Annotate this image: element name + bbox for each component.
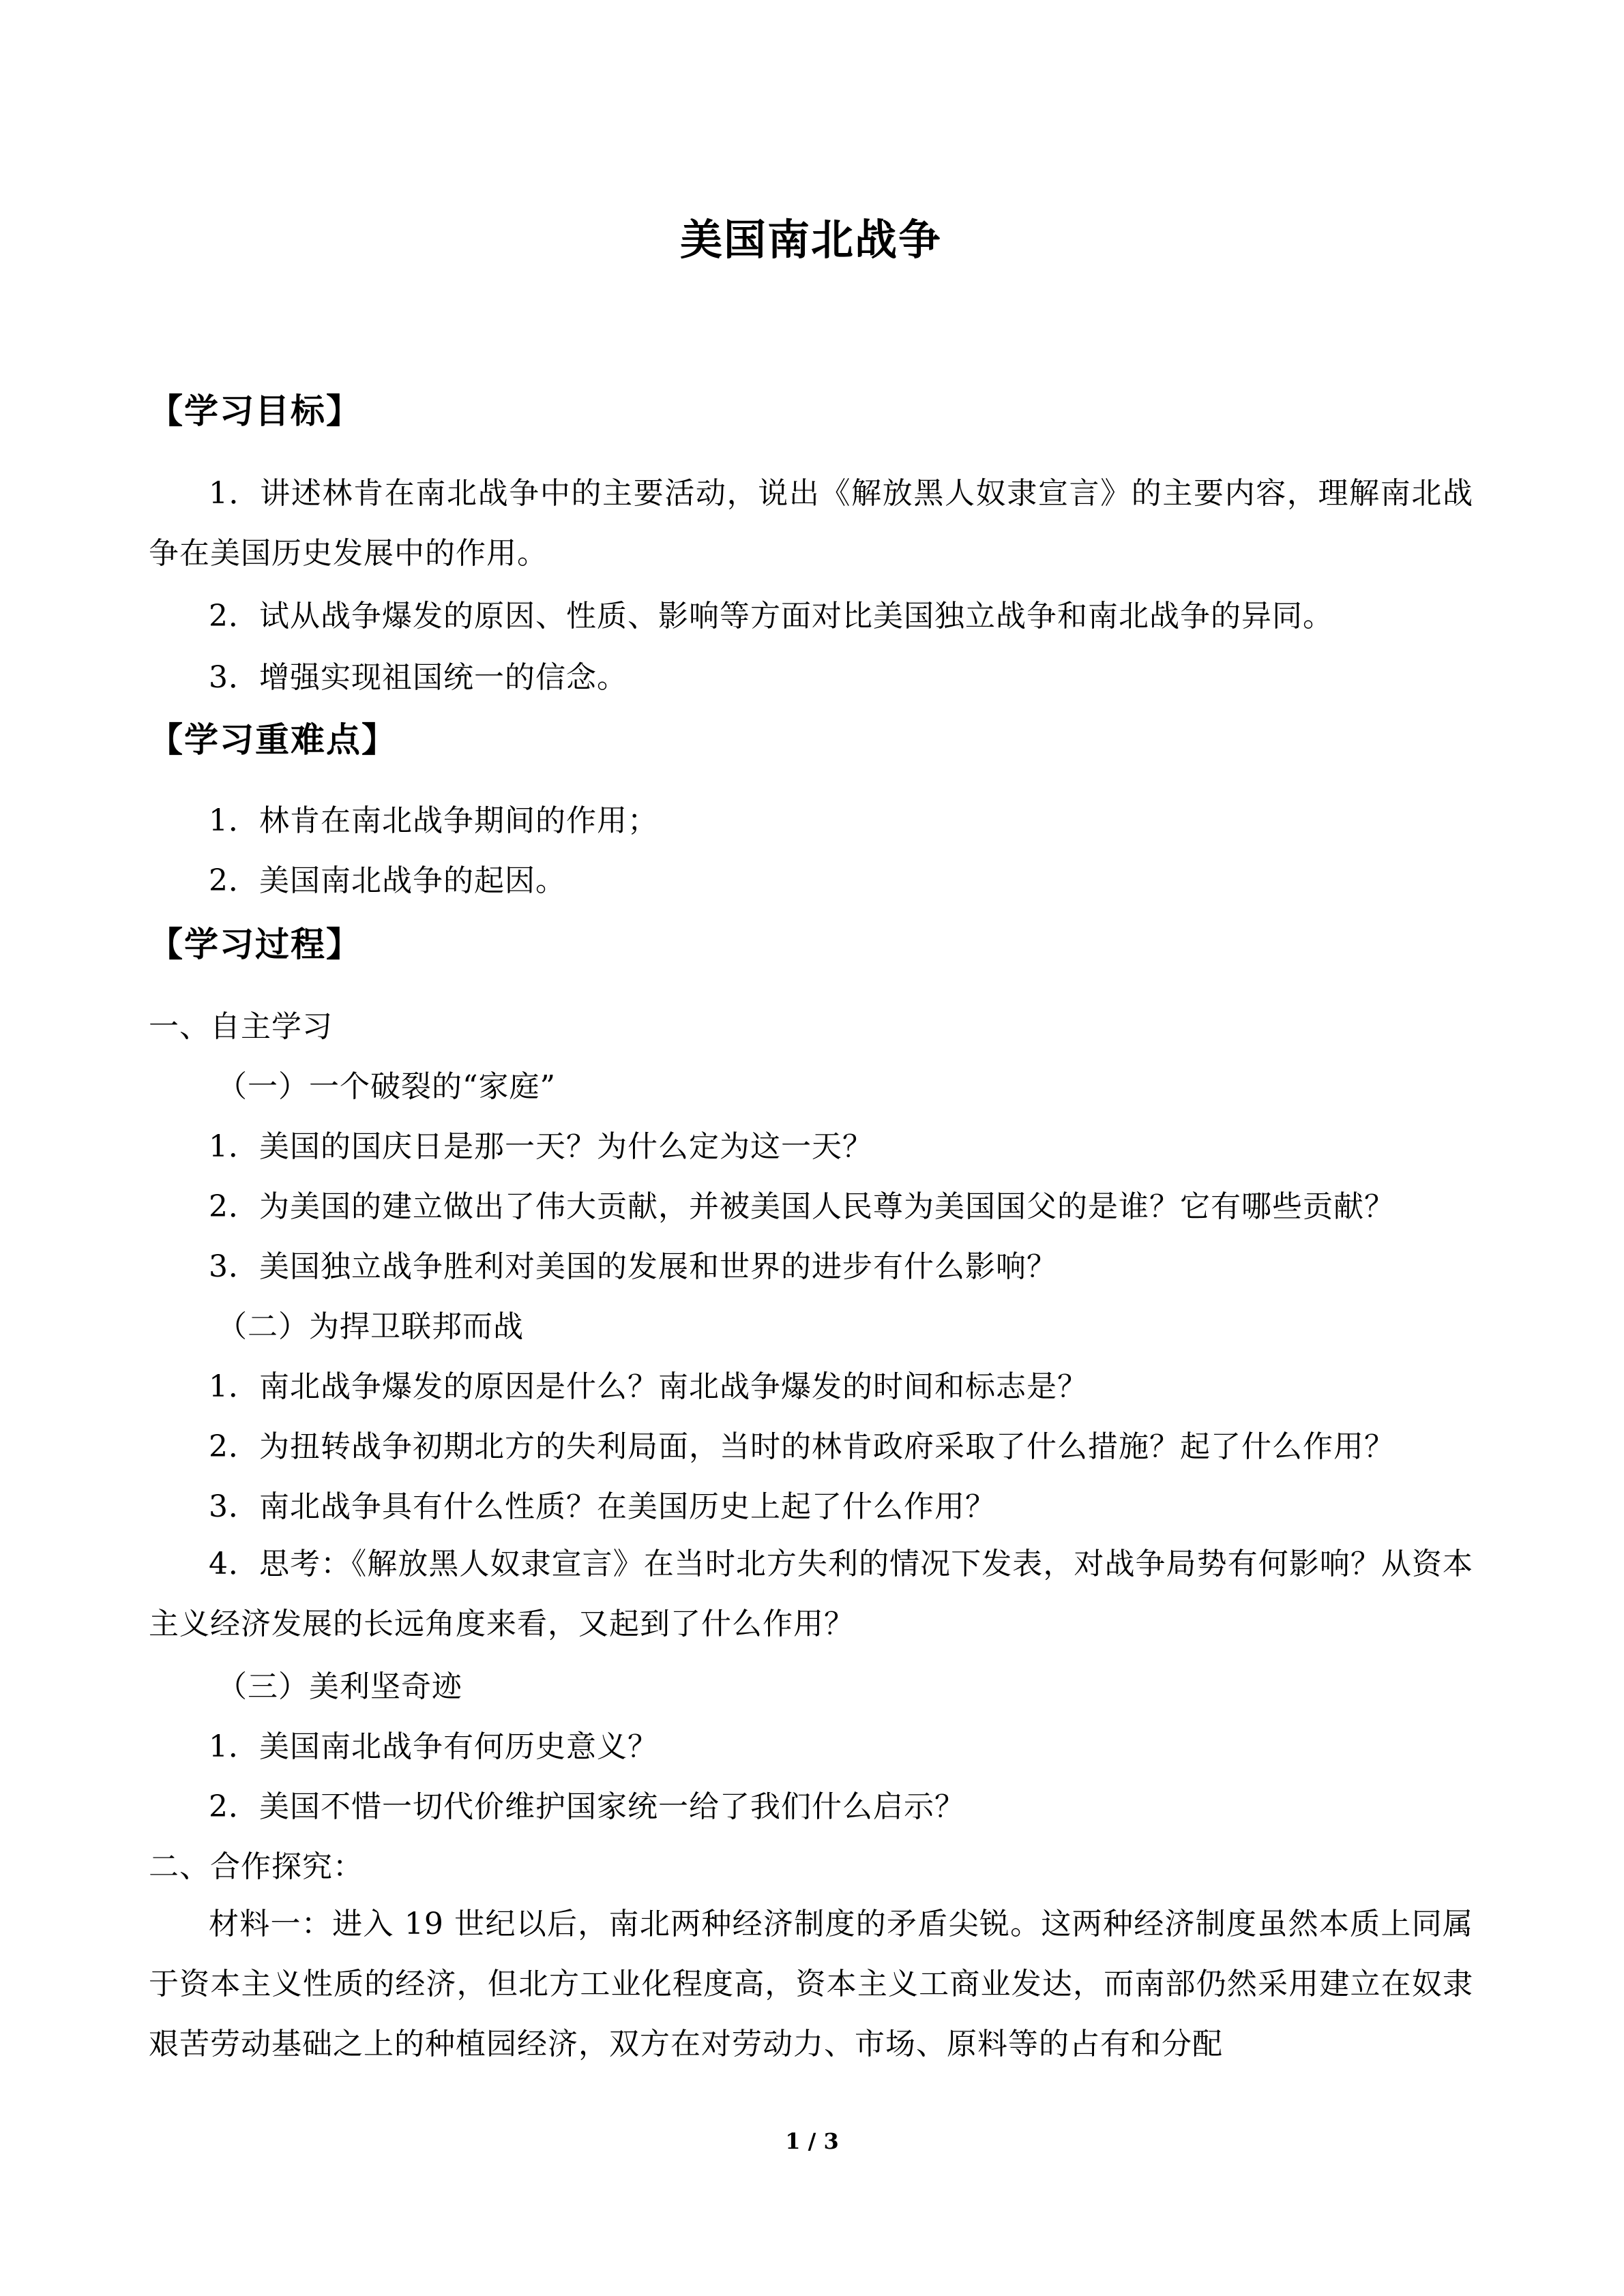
sub3-label: （三）美利坚奇迹 bbox=[217, 1669, 462, 1704]
sub2-item-4: 4．思考：《解放黑人奴隶宣言》在当时北方失利的情况下发表，对战争局势有何影响？从资本主义经济发展的长远角度来看，又起到了什么作用？ bbox=[149, 1547, 1473, 1641]
page-number: 1 / 3 bbox=[785, 2128, 839, 2154]
objective-item-2: 2．试从战争爆发的原因、性质、影响等方面对比美国独立战争和南北战争的异同。 bbox=[209, 599, 1333, 633]
sub1-item-3: 3．美国独立战争胜利对美国的发展和世界的进步有什么影响？ bbox=[209, 1249, 1057, 1284]
sub1-item-2: 2．为美国的建立做出了伟大贡献，并被美国人民尊为美国国父的是谁？它有哪些贡献？ bbox=[209, 1189, 1395, 1224]
process-heading: 【学习过程】 bbox=[149, 925, 361, 964]
document-title: 美国南北战争 bbox=[679, 215, 942, 265]
sub1-item-1: 1．美国的国庆日是那一天？为什么定为这一天？ bbox=[209, 1129, 873, 1164]
objective-item-3: 3．增强实现祖国统一的信念。 bbox=[209, 660, 628, 695]
part1-label: 一、自主学习 bbox=[149, 1009, 333, 1044]
key-points-heading: 【学习重难点】 bbox=[149, 720, 397, 760]
sub2-label: （二）为捍卫联邦而战 bbox=[217, 1309, 524, 1344]
part2-label: 二、合作探究： bbox=[149, 1849, 364, 1884]
material-1: 材料一：进入 19 世纪以后，南北两种经济制度的矛盾尖锐。这两种经济制度虽然本质上同属于资本主义性质的经济，但北方工业化程度高，资本主义工商业发达，而南部仍然采用建立在奴隶艰苦劳动基础之上的种植园经济，双方在对劳动力、市场、原料等的占有和分配 bbox=[149, 1907, 1473, 2061]
sub2-item-1: 1．南北战争爆发的原因是什么？南北战争爆发的时间和标志是？ bbox=[209, 1369, 1088, 1404]
objectives-heading: 【学习目标】 bbox=[149, 391, 361, 431]
sub3-item-2: 2．美国不惜一切代价维护国家统一给了我们什么启示？ bbox=[209, 1789, 965, 1824]
sub2-item-2: 2．为扭转战争初期北方的失利局面，当时的林肯政府采取了什么措施？起了什么作用？ bbox=[209, 1429, 1395, 1464]
sub1-label: （一）一个破裂的“家庭” bbox=[217, 1069, 556, 1104]
sub3-item-1: 1．美国南北战争有何历史意义？ bbox=[209, 1729, 658, 1764]
sub2-item-3: 3．南北战争具有什么性质？在美国历史上起了什么作用？ bbox=[209, 1489, 996, 1524]
objective-item-1: 1．讲述林肯在南北战争中的主要活动，说出《解放黑人奴隶宣言》的主要内容，理解南北战争在美国历史发展中的作用。 bbox=[149, 476, 1473, 571]
key-point-item-2: 2．美国南北战争的起因。 bbox=[209, 863, 566, 898]
key-point-item-1: 1．林肯在南北战争期间的作用； bbox=[209, 803, 658, 838]
